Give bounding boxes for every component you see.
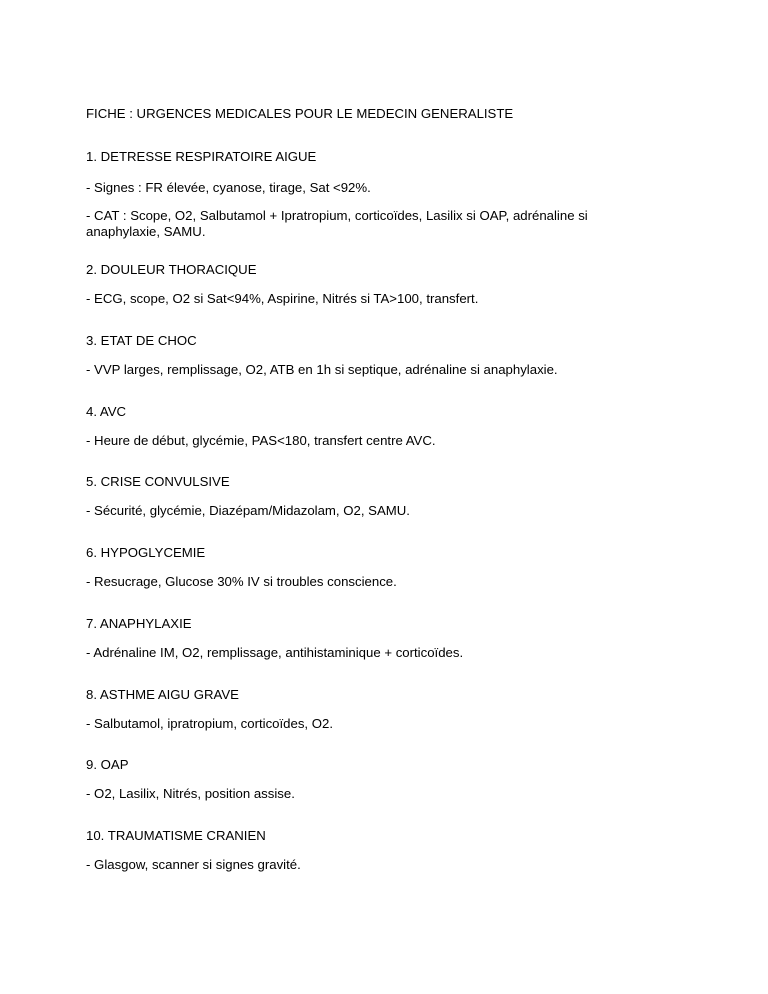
section-heading-7: 7. ANAPHYLAXIE [86,616,192,631]
section-10-line-1: - Glasgow, scanner si signes gravité. [86,857,301,872]
document-title: FICHE : URGENCES MEDICALES POUR LE MEDECIN GENERALISTE [86,106,514,121]
section-9-line-1: - O2, Lasilix, Nitrés, position assise. [86,786,295,801]
section-heading-6: 6. HYPOGLYCEMIE [86,545,206,560]
section-7-line-1: - Adrénaline IM, O2, remplissage, antihistaminique + corticoïdes. [86,645,464,660]
section-heading-8: 8. ASTHME AIGU GRAVE [86,687,239,702]
section-2-line-1: - ECG, scope, O2 si Sat<94%, Aspirine, Nitrés si TA>100, transfert. [86,291,479,306]
section-heading-9: 9. OAP [86,757,129,772]
section-1-line-2: - CAT : Scope, O2, Salbutamol + Ipratropium, corticoïdes, Lasilix si OAP, adrénaline si anaphylaxie, SAMU. [86,208,588,239]
section-4-line-1: - Heure de début, glycémie, PAS<180, transfert centre AVC. [86,433,436,448]
section-heading-3: 3. ETAT DE CHOC [86,333,197,348]
section-heading-5: 5. CRISE CONVULSIVE [86,474,230,489]
section-heading-4: 4. AVC [86,404,127,419]
section-1-line-1: - Signes : FR élevée, cyanose, tirage, Sat <92%. [86,180,371,195]
section-heading-10: 10. TRAUMATISME CRANIEN [86,828,266,843]
section-8-line-1: - Salbutamol, ipratropium, corticoïdes, O2. [86,716,334,731]
section-heading-1: 1. DETRESSE RESPIRATOIRE AIGUE [86,149,317,164]
section-5-line-1: - Sécurité, glycémie, Diazépam/Midazolam, O2, SAMU. [86,503,410,518]
section-heading-2: 2. DOULEUR THORACIQUE [86,262,257,277]
section-6-line-1: - Resucrage, Glucose 30% IV si troubles conscience. [86,574,397,589]
section-3-line-1: - VVP larges, remplissage, O2, ATB en 1h si septique, adrénaline si anaphylaxie. [86,362,558,377]
